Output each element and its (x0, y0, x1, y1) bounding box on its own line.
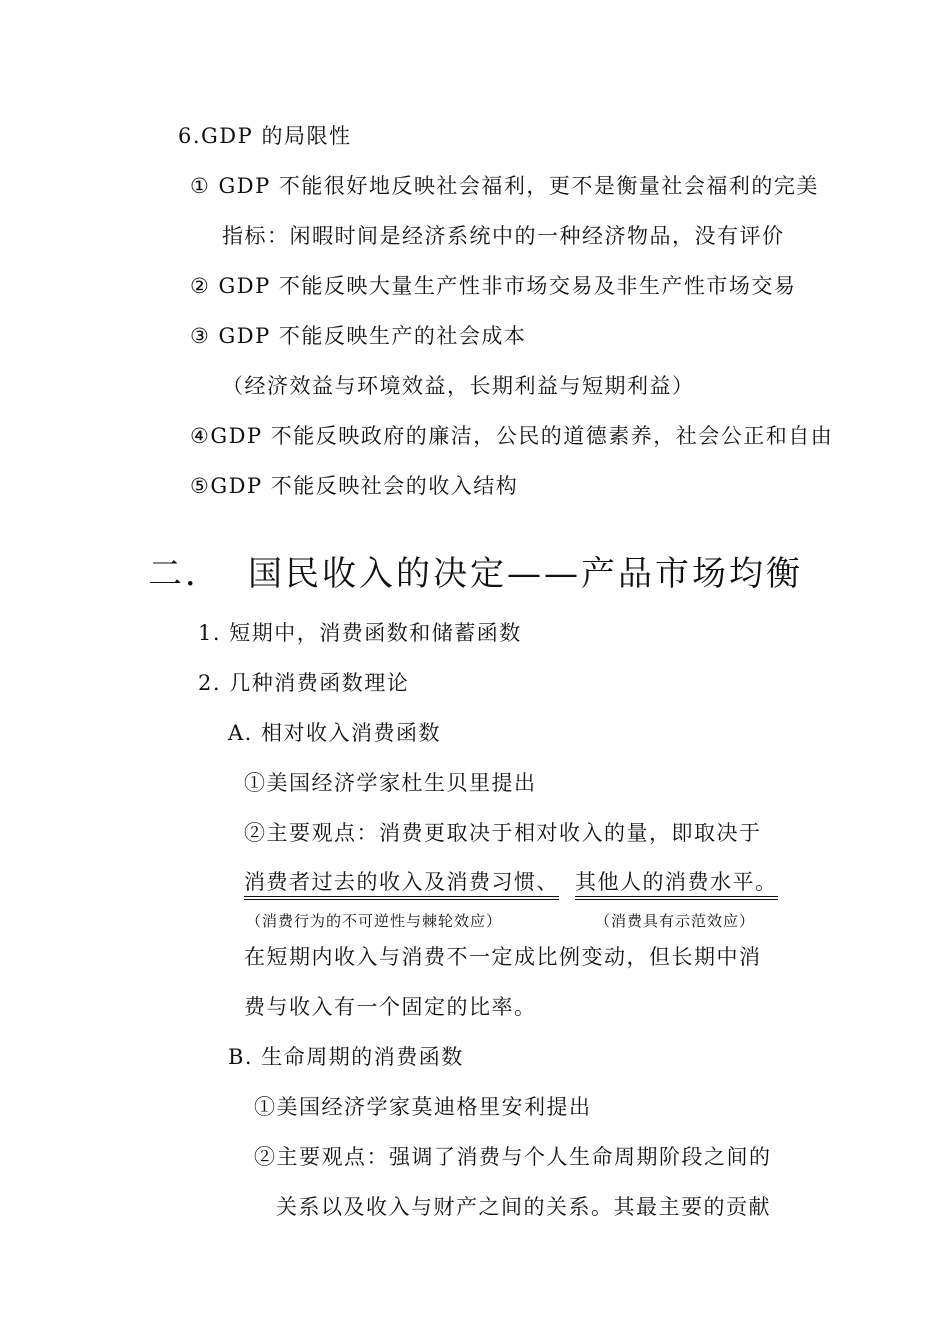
section6-item1-line2: 指标：闲暇时间是经济系统中的一种经济物品，没有评价 (222, 224, 785, 248)
section6-item5: ⑤GDP 不能反映社会的收入结构 (190, 474, 519, 498)
partA-note2: （消费具有示范效应） (595, 912, 756, 930)
partB-title: B. 生命周期的消费函数 (228, 1045, 464, 1069)
partA-point2-line2 (244, 868, 778, 896)
chapter2-number: 二． (148, 554, 222, 594)
section6-item1-line1: ① GDP 不能很好地反映社会福利，更不是衡量社会福利的完美 (190, 174, 819, 198)
partB-point2-line1: ②主要观点：强调了消费与个人生命周期阶段之间的 (254, 1145, 772, 1169)
partB-point1: ①美国经济学家莫迪格里安利提出 (254, 1095, 592, 1119)
section6-item4: ④GDP 不能反映政府的廉洁，公民的道德素养，社会公正和自由 (190, 424, 834, 448)
chapter2-title: 国民收入的决定——产品市场均衡 (248, 554, 803, 594)
section6-item3: ③ GDP 不能反映生产的社会成本 (190, 324, 527, 348)
section6-title: 6.GDP 的局限性 (178, 124, 352, 148)
section6-item3-note: （经济效益与环境效益，长期利益与短期利益） (222, 374, 695, 398)
partA-title: A. 相对收入消费函数 (228, 721, 442, 745)
partA-note1: （消费行为的不可逆性与棘轮效应） (246, 912, 503, 930)
section6-item2: ② GDP 不能反映大量生产性非市场交易及非生产性市场交易 (190, 274, 797, 298)
partA-line4: 费与收入有一个固定的比率。 (244, 995, 537, 1019)
partA-underlined-phrase1: 消费者过去的收入及消费习惯、 (244, 870, 559, 900)
partA-line3: 在短期内收入与消费不一定成比例变动，但长期中消 (244, 945, 762, 969)
chapter2-item1: 1. 短期中，消费函数和储蓄函数 (198, 621, 522, 645)
chapter2-item2: 2. 几种消费函数理论 (198, 671, 410, 695)
partA-point2-line1: ②主要观点：消费更取决于相对收入的量，即取决于 (244, 821, 762, 845)
partA-underlined-phrase2: 其他人的消费水平。 (575, 870, 778, 900)
partA-point1: ①美国经济学家杜生贝里提出 (244, 771, 537, 795)
chapter2-heading (148, 552, 803, 596)
partB-point2-line2: 关系以及收入与财产之间的关系。其最主要的贡献 (276, 1195, 771, 1219)
